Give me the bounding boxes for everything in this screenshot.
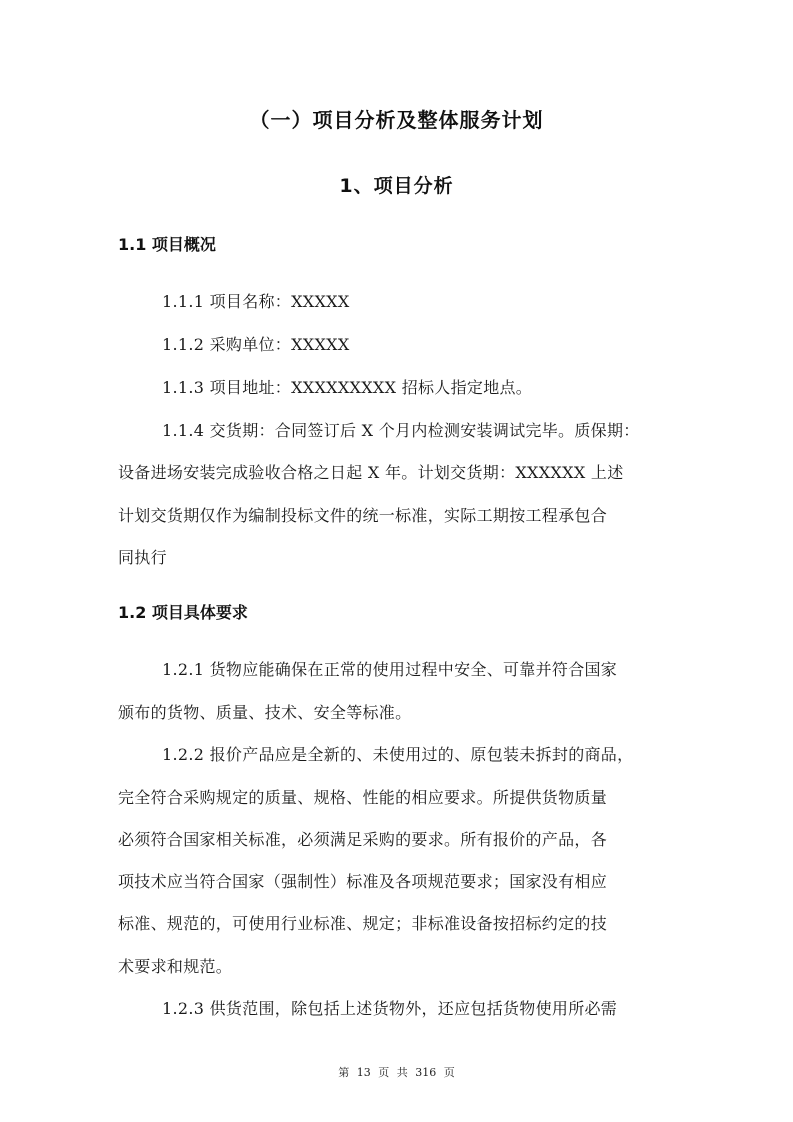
delivery-period-line: 计划交货期仅作为编制投标文件的统一标准，实际工期按工程承包合 bbox=[118, 506, 608, 525]
requirement-paragraph: 1.2.3 供货范围，除包括上述货物外，还应包括货物使用所必需 bbox=[162, 999, 618, 1018]
project-address-line: 1.1.3 项目地址：XXXXXXXXX 招标人指定地点。 bbox=[162, 378, 533, 397]
delivery-period-line: 同执行 bbox=[118, 548, 167, 567]
requirement-paragraph: 完全符合采购规定的质量、规格、性能的相应要求。所提供货物质量 bbox=[118, 788, 608, 807]
requirement-paragraph: 1.2.2 报价产品应是全新的、未使用过的、原包装未拆封的商品， bbox=[162, 745, 634, 764]
document-title: （一）项目分析及整体服务计划 bbox=[249, 108, 544, 132]
requirement-paragraph: 1.2.1 货物应能确保在正常的使用过程中安全、可靠并符合国家 bbox=[162, 660, 618, 679]
requirement-paragraph: 术要求和规范。 bbox=[118, 957, 233, 976]
heading-project-overview: 1.1 项目概况 bbox=[118, 235, 216, 254]
delivery-period-line: 1.1.4 交货期：合同签订后 X 个月内检测安装调试完毕。质保期： bbox=[162, 421, 640, 440]
delivery-period-line: 设备进场安装完成验收合格之日起 X 年。计划交货期：XXXXXX 上述 bbox=[118, 463, 624, 482]
heading-specific-requirements: 1.2 项目具体要求 bbox=[118, 603, 248, 622]
section-title: 1、项目分析 bbox=[339, 175, 454, 197]
requirement-paragraph: 颁布的货物、质量、技术、安全等标准。 bbox=[118, 703, 412, 722]
project-name-line: 1.1.1 项目名称：XXXXX bbox=[162, 292, 350, 311]
requirement-paragraph: 标准、规范的，可使用行业标准、规定；非标准设备按招标约定的技 bbox=[118, 914, 608, 933]
page-footer: 第 13 页 共 316 页 bbox=[338, 1066, 455, 1079]
requirement-paragraph: 项技术应当符合国家（强制性）标准及各项规范要求；国家没有相应 bbox=[118, 872, 608, 891]
purchaser-line: 1.1.2 采购单位：XXXXX bbox=[162, 335, 350, 354]
requirement-paragraph: 必须符合国家相关标准，必须满足采购的要求。所有报价的产品，各 bbox=[118, 830, 608, 849]
